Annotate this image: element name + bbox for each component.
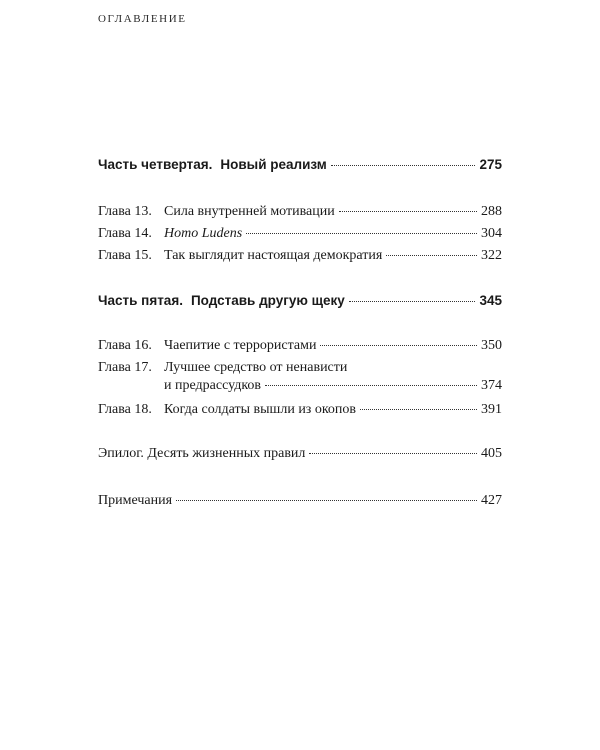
part-label: Часть пятая. — [98, 293, 183, 308]
part-label: Часть четвертая. — [98, 157, 213, 172]
chapter-title: Когда солдаты вышли из окопов — [164, 402, 357, 417]
toc-chapter-16[interactable] — [98, 337, 502, 355]
chapter-label: Глава 15. — [98, 248, 152, 263]
running-head: ОГЛАВЛЕНИЕ — [98, 13, 187, 25]
toc-epilogue[interactable] — [98, 445, 502, 463]
chapter-label: Глава 14. — [98, 226, 152, 241]
page-number: 288 — [481, 204, 502, 219]
leader-dots — [386, 255, 477, 256]
chapter-title-line-2: и предрассудков — [164, 378, 262, 393]
page-number: 427 — [481, 493, 502, 508]
chapter-title: Сила внутренней мотивации — [164, 204, 335, 219]
leader-dots — [349, 301, 476, 302]
chapter-label: Глава 18. — [98, 402, 152, 417]
toc-notes[interactable] — [98, 492, 502, 510]
page-number: 304 — [481, 226, 502, 241]
toc-chapter-17[interactable] — [98, 359, 502, 399]
leader-dots — [360, 409, 477, 410]
leader-dots — [246, 233, 477, 234]
chapter-label: Глава 13. — [98, 204, 152, 219]
page-number: 374 — [481, 378, 502, 393]
toc-chapter-18[interactable] — [98, 401, 502, 419]
leader-dots — [320, 345, 477, 346]
toc-part-4[interactable] — [98, 156, 502, 174]
notes-title: Примечания — [98, 493, 173, 508]
toc-chapter-14[interactable] — [98, 225, 502, 243]
toc-chapter-15[interactable] — [98, 247, 502, 265]
page-number: 350 — [481, 338, 502, 353]
leader-dots — [309, 453, 477, 454]
toc-part-5[interactable] — [98, 292, 502, 310]
chapter-label: Глава 16. — [98, 338, 152, 353]
leader-dots — [331, 165, 476, 166]
toc-chapter-13[interactable] — [98, 203, 502, 221]
page-number: 391 — [481, 402, 502, 417]
leader-dots — [339, 211, 477, 212]
chapter-title: Так выглядит настоящая демократия — [164, 248, 383, 263]
part-title: Новый реализм — [220, 157, 327, 172]
page-number: 275 — [479, 157, 502, 172]
part-title: Подставь другую щеку — [190, 293, 345, 308]
chapter-title-line-2-row — [164, 377, 502, 395]
chapter-title-line-1: Лучшее средство от ненависти — [164, 360, 348, 375]
leader-dots — [265, 385, 477, 386]
page-number: 405 — [481, 446, 502, 461]
epilogue-title: Эпилог. Десять жизненных правил — [98, 446, 306, 461]
page-number: 322 — [481, 248, 502, 263]
chapter-title-block — [164, 359, 502, 395]
chapter-title: Homo Ludens — [164, 226, 243, 241]
chapter-title: Чаепитие с террористами — [164, 338, 317, 353]
page-number: 345 — [479, 293, 502, 308]
leader-dots — [176, 500, 477, 501]
chapter-label: Глава 17. — [98, 360, 152, 375]
